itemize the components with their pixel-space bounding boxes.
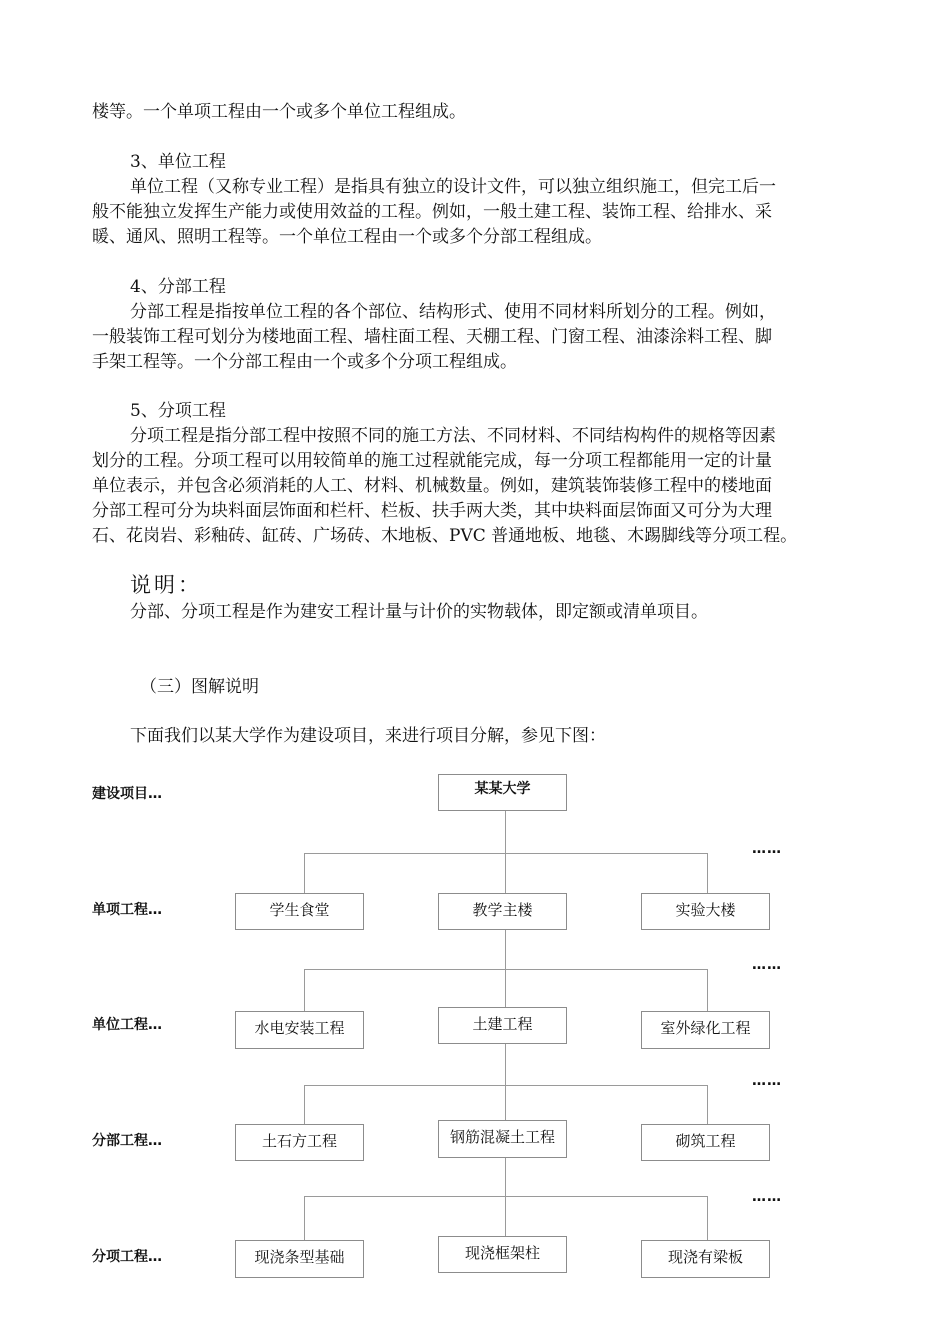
unit-project-box: 土建工程 bbox=[438, 1007, 567, 1044]
connector-line bbox=[707, 1196, 708, 1241]
heading-unit-project: 3、单位工程 bbox=[130, 152, 226, 172]
unit-project-box: 室外绿化工程 bbox=[641, 1011, 770, 1049]
connector-line bbox=[304, 853, 708, 854]
more-items-ellipsis: …… bbox=[752, 841, 782, 857]
item-project-box: 现浇有梁板 bbox=[641, 1240, 770, 1278]
intro-paragraph: 下面我们以某大学作为建设项目，来进行项目分解，参见下图： bbox=[130, 726, 606, 746]
item-project-box: 现浇框架柱 bbox=[438, 1236, 567, 1273]
paragraph-line: 分部工程可分为块料面层饰面和栏杆、栏板、扶手两大类，其中块料面层饰面又可分为大理 bbox=[92, 501, 772, 521]
connector-line bbox=[304, 1196, 708, 1197]
note-title: 说明： bbox=[130, 573, 202, 597]
level-label-division-project: 分部工程… bbox=[92, 1133, 162, 1149]
heading-item-project: 5、分项工程 bbox=[130, 401, 226, 421]
paragraph-line: 石、花岗岩、彩釉砖、缸砖、广场砖、木地板、PVC 普通地板、地毯、木踢脚线等分项工程。 bbox=[92, 526, 798, 546]
connector-line bbox=[304, 1085, 708, 1086]
section-title: （三）图解说明 bbox=[140, 677, 259, 697]
root-node-box: 某某大学 bbox=[438, 774, 567, 811]
single-project-box: 教学主楼 bbox=[438, 893, 567, 930]
level-label-single-project: 单项工程… bbox=[92, 902, 162, 918]
paragraph-line: 单位工程（又称专业工程）是指具有独立的设计文件，可以独立组织施工，但完工后一 bbox=[130, 177, 776, 197]
paragraph-line: 分项工程是指分部工程中按照不同的施工方法、不同材料、不同结构构件的规格等因素 bbox=[130, 426, 776, 446]
connector-line bbox=[505, 1158, 506, 1237]
heading-division-project: 4、分部工程 bbox=[130, 277, 226, 297]
paragraph-line: 划分的工程。分项工程可以用较简单的施工过程就能完成，每一分项工程都能用一定的计量 bbox=[92, 451, 772, 471]
paragraph-line: 单位表示，并包含必须消耗的人工、材料、机械数量。例如，建筑装饰装修工程中的楼地面 bbox=[92, 476, 772, 496]
unit-project-box: 水电安装工程 bbox=[235, 1011, 364, 1049]
more-items-ellipsis: …… bbox=[752, 1189, 782, 1205]
paragraph-line: 一般装饰工程可划分为楼地面工程、墙柱面工程、天棚工程、门窗工程、油漆涂料工程、脚 bbox=[92, 327, 772, 347]
more-items-ellipsis: …… bbox=[752, 957, 782, 973]
connector-line bbox=[304, 1085, 305, 1125]
more-items-ellipsis: …… bbox=[752, 1073, 782, 1089]
division-project-box: 土石方工程 bbox=[235, 1124, 364, 1161]
connector-line bbox=[505, 810, 506, 894]
single-project-box: 学生食堂 bbox=[235, 893, 364, 930]
connector-line bbox=[707, 969, 708, 1011]
connector-line bbox=[304, 853, 305, 893]
division-project-box: 钢筋混凝土工程 bbox=[438, 1120, 567, 1158]
level-label-construction-project: 建设项目… bbox=[92, 786, 162, 802]
connector-line bbox=[304, 1196, 305, 1241]
connector-line bbox=[304, 969, 305, 1011]
paragraph-line: 手架工程等。一个分部工程由一个或多个分项工程组成。 bbox=[92, 352, 517, 372]
connector-line bbox=[707, 853, 708, 893]
paragraph-line: 暖、通风、照明工程等。一个单位工程由一个或多个分部工程组成。 bbox=[92, 227, 602, 247]
connector-line bbox=[304, 969, 708, 970]
connector-line bbox=[707, 1085, 708, 1125]
paragraph-line: 般不能独立发挥生产能力或使用效益的工程。例如，一般土建工程、装饰工程、给排水、采 bbox=[92, 202, 772, 222]
level-label-unit-project: 单位工程… bbox=[92, 1017, 162, 1033]
note-body: 分部、分项工程是作为建安工程计量与计价的实物载体，即定额或清单项目。 bbox=[130, 602, 708, 622]
level-label-item-project: 分项工程… bbox=[92, 1249, 162, 1265]
paragraph-continuation: 楼等。一个单项工程由一个或多个单位工程组成。 bbox=[92, 102, 466, 122]
division-project-box: 砌筑工程 bbox=[641, 1124, 770, 1161]
item-project-box: 现浇条型基础 bbox=[235, 1240, 364, 1278]
single-project-box: 实验大楼 bbox=[641, 893, 770, 930]
paragraph-line: 分部工程是指按单位工程的各个部位、结构形式、使用不同材料所划分的工程。例如， bbox=[130, 302, 776, 322]
connector-line bbox=[505, 1044, 506, 1122]
